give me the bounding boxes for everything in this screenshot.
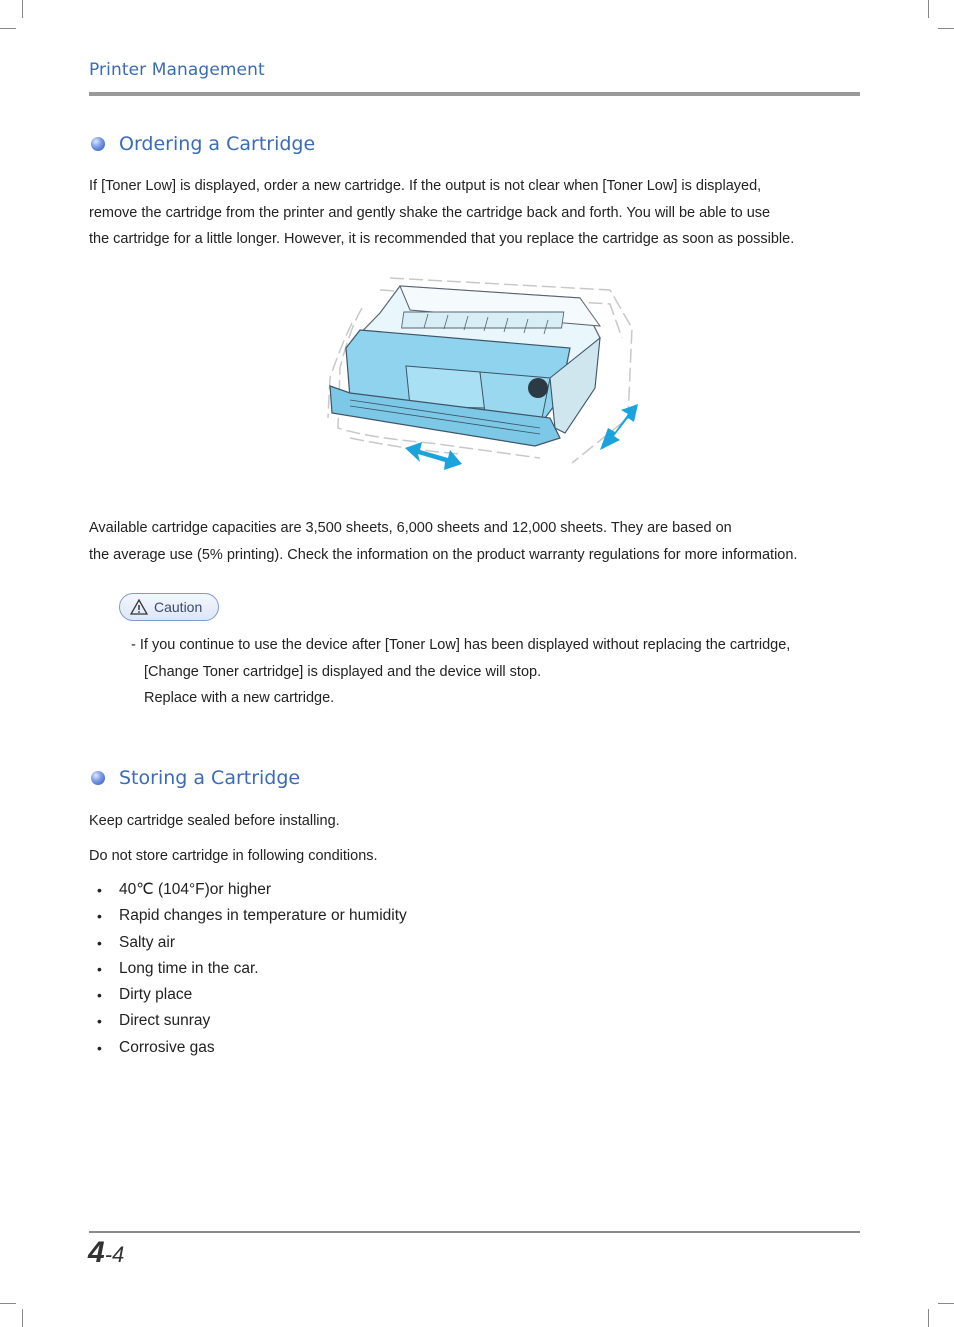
caution-badge [119,593,219,621]
list-item-text: Long time in the car. [119,959,259,977]
warning-triangle-icon [130,599,148,615]
bullet-dot-icon: • [97,1039,102,1056]
section-heading-storing [91,767,300,789]
bullet-dot-icon: • [97,960,102,977]
page-number [88,1236,124,1270]
storage-conditions-list [97,877,407,1061]
text-line: Available cartridge capacities are 3,500 sheets, 6,000 sheets and 12,000 sheets. They are based on [89,520,732,536]
bullet-dot-icon: • [97,934,102,951]
crop-mark [928,0,929,18]
page-number-chapter: 4 [88,1236,105,1269]
caution-text [131,632,790,712]
crop-mark [938,28,954,29]
text-line: remove the cartridge from the printer and gently shake the cartridge back and forth. You will be able to use [89,204,771,221]
list-item [97,903,407,929]
page-header-title: Printer Management [89,60,265,80]
section-heading-ordering [91,133,315,155]
list-item-text: Rapid changes in temperature or humidity [119,907,407,925]
crop-mark [938,1303,954,1304]
crop-mark [0,28,16,29]
list-item-text: Salty air [119,933,175,951]
list-item [97,956,407,982]
footer-rule [89,1231,860,1233]
list-item [97,1035,407,1061]
list-item [97,930,407,956]
capacity-paragraph [89,515,797,568]
list-item [97,877,407,903]
blue-sphere-icon [91,137,105,151]
list-item [97,982,407,1008]
caution-label: Caution [154,599,203,615]
text-line: Replace with a new cartridge. [144,690,335,706]
bullet-dot-icon: • [97,882,102,898]
blue-sphere-icon [91,771,105,785]
crop-mark [0,1303,16,1304]
list-item-text: Corrosive gas [119,1038,215,1056]
text-line: the average use (5% printing). Check the information on the product warranty regulations for more information. [89,546,798,563]
bullet-dot-icon: • [97,987,102,1004]
crop-mark [22,1309,23,1327]
text-line: the cartridge for a little longer. However, it is recommended that you replace the cartridge as soon as possible. [89,231,795,247]
list-item-text: Dirty place [119,986,193,1004]
section-title: Ordering a Cartridge [119,133,316,155]
text-line: If [Toner Low] is displayed, order a new cartridge. If the output is not clear when [Toner Low] is displayed, [89,178,762,194]
crop-mark [928,1309,929,1327]
page-number-page: -4 [104,1242,125,1267]
cartridge-shake-illustration [310,268,640,478]
header-rule [89,92,860,96]
crop-mark [22,0,23,18]
list-item-text: 40℃ (104°F)or higher [119,881,271,898]
list-item [97,1008,407,1034]
bullet-dot-icon: • [97,1013,102,1030]
storing-paragraph-1: Keep cartridge sealed before installing. [89,813,340,829]
text-line: [Change Toner cartridge] is displayed and the device will stop. [144,663,542,680]
storing-paragraph-2: Do not store cartridge in following conditions. [89,848,378,864]
bullet-dot-icon: • [97,908,102,925]
text-line: - If you continue to use the device after [Toner Low] has been displayed without replacing the cartridge, [131,637,791,653]
section-title: Storing a Cartridge [119,767,301,789]
ordering-paragraph [89,173,794,253]
list-item-text: Direct sunray [119,1012,211,1030]
